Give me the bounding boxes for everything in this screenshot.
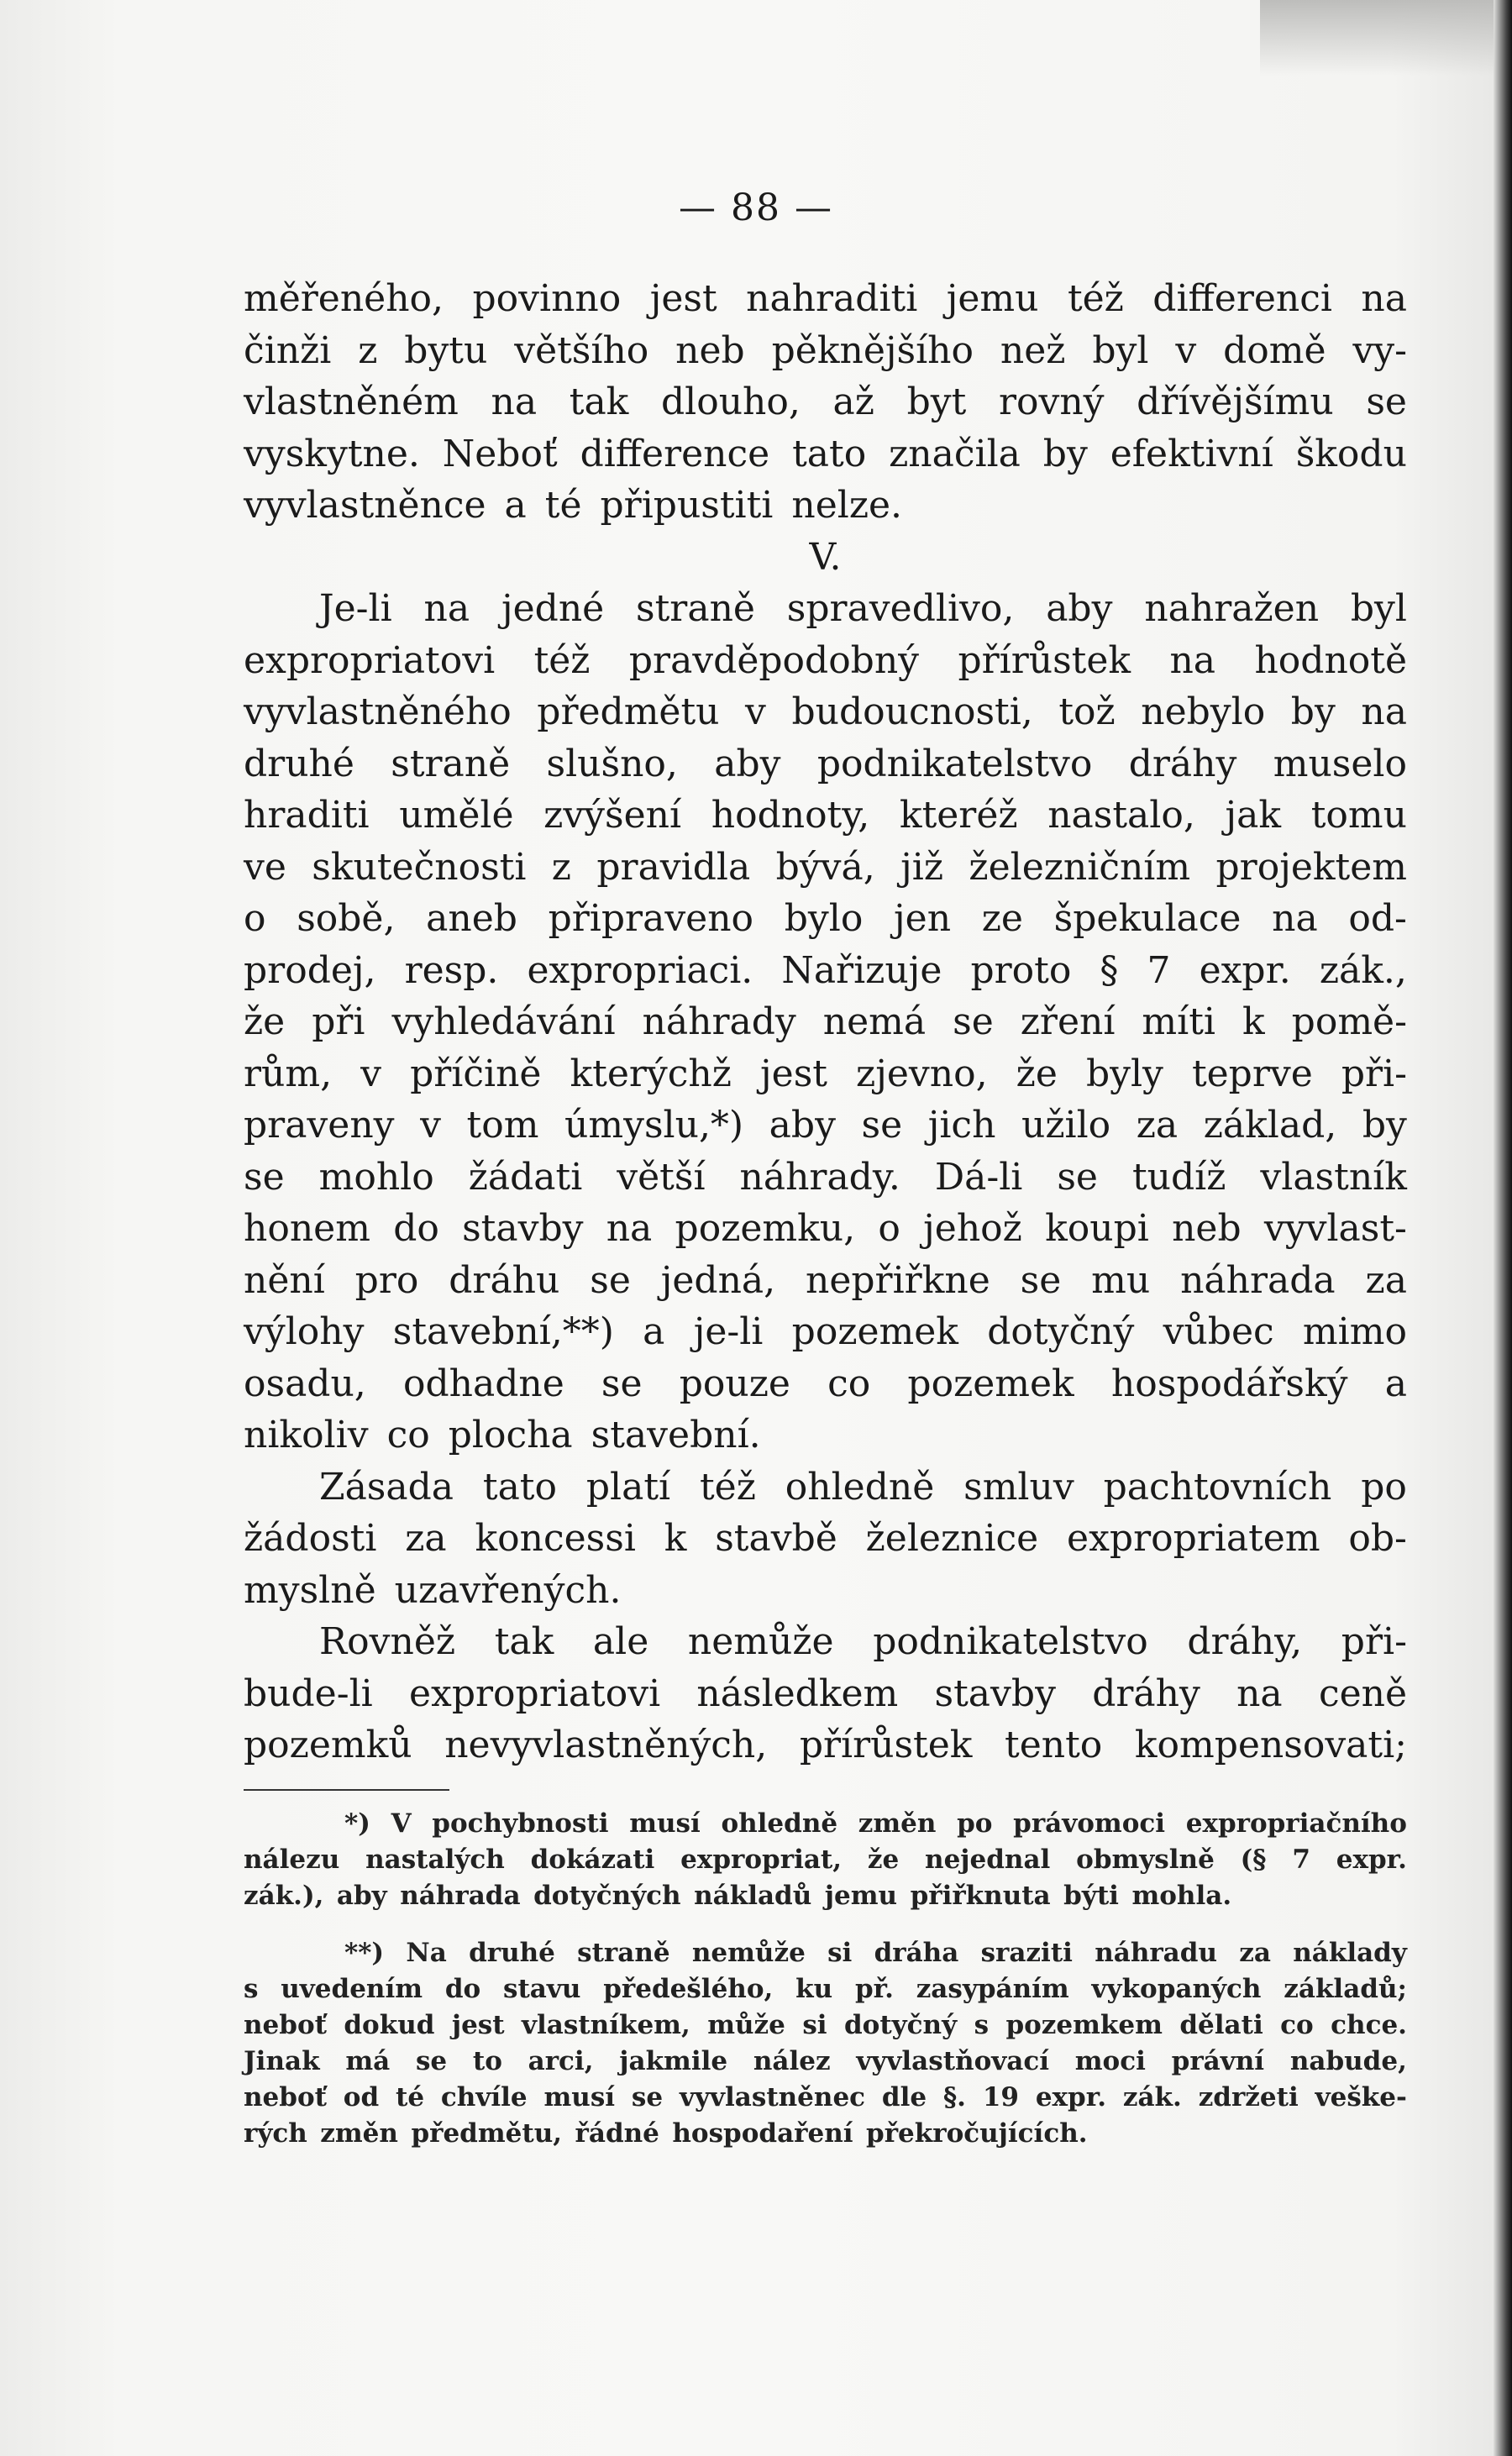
body_lines-line: se mohlo žádati větší náhrady. Dá-li se tudíž vlastník (244, 1155, 1407, 1199)
body_lines-line: činži z bytu většího neb pěknějšího než byl v domě vy- (244, 328, 1407, 372)
body_lines-line: vlastněném na tak dlouho, až byt rovný dřívějšímu se (244, 380, 1407, 423)
body_lines-line: honem do stavby na pozemku, o jehož koupi neb vyvlast- (244, 1207, 1407, 1250)
body_lines-line: Rovněž tak ale nemůže podnikatelstvo dráhy, při- (319, 1620, 1407, 1663)
body_lines-line: V. (809, 535, 842, 579)
body_lines-line: žádosti za koncessi k stavbě železnice expropriatem ob- (244, 1517, 1407, 1560)
footnote-2 (244, 1935, 1407, 2152)
body_lines-line: prodej, resp. expropriaci. Nařizuje proto § 7 expr. zák., (244, 948, 1407, 992)
footnote_1_lines-line: *) V pochybnosti musí ohledně změn po právomoci expropriačního (344, 1808, 1407, 1839)
body_lines-line: výlohy stavební,**) a je-li pozemek dotyčný vůbec mimo (244, 1310, 1407, 1353)
body_lines-line: vyvlastněného předmětu v budoucnosti, tož nebylo by na (244, 690, 1407, 733)
body_lines-line: o sobě, aneb připraveno bylo jen ze špekulace na od- (244, 897, 1407, 940)
body_lines-line: bude-li expropriatovi následkem stavby dráhy na ceně (244, 1671, 1407, 1715)
body_lines-line: nění pro dráhu se jedná, nepřiřkne se mu náhrada za (244, 1258, 1407, 1302)
footnote_2_lines-line: **) Na druhé straně nemůže si dráha sraziti náhradu za náklady (344, 1938, 1407, 1968)
body_lines-line: měřeného, povinno jest nahraditi jemu též differenci na (244, 277, 1407, 320)
footnotes (244, 1806, 1407, 2152)
body_lines-line: rům, v příčině kterýchž jest zjevno, že byly teprve při- (244, 1052, 1407, 1095)
footnote_2_lines-line: neboť dokud jest vlastníkem, může si dotyčný s pozemkem dělati co chce. (244, 2010, 1407, 2040)
body_lines-line: nikoliv co plocha stavební. (244, 1414, 761, 1456)
body_lines-line: Je-li na jedné straně spravedlivo, aby nahražen byl (319, 587, 1407, 630)
footnote-1 (244, 1806, 1407, 1914)
body_lines-line: vyvlastněnce a té připustiti nelze. (244, 484, 903, 527)
footnote_1_lines-line: zák.), aby náhrada dotyčných nákladů jemu přiřknuta býti mohla. (244, 1881, 1232, 1911)
body_lines-line: druhé straně slušno, aby podnikatelstvo dráhy muselo (244, 742, 1407, 785)
scan-edge-right (1494, 0, 1512, 2456)
footnote-separator (244, 1789, 449, 1791)
main-text (244, 273, 1407, 1771)
body_lines-line: myslně uzavřených. (244, 1568, 622, 1612)
footnote_2_lines-line: rých změn předmětu, řádné hospodaření překročujících. (244, 2118, 1088, 2149)
body_lines-line: že při vyhledávání náhrady nemá se zření míti k pomě- (244, 1000, 1407, 1043)
body_lines-line: osadu, odhadne se pouze co pozemek hospodářský a (244, 1362, 1407, 1405)
body_lines-line: ve skutečnosti z pravidla bývá, již železničním projektem (244, 845, 1407, 889)
body_lines-line: praveny v tom úmyslu,*) aby se jich užilo za základ, by (244, 1104, 1407, 1147)
footnote_2_lines-line: neboť od té chvíle musí se vyvlastněnec dle §. 19 expr. zák. zdržeti veške- (244, 2082, 1407, 2112)
footnote_1_lines-line: nálezu nastalých dokázati expropriat, že nejednal obmyslně (§ 7 expr. (244, 1845, 1407, 1875)
body_lines-line: expropriatovi též pravděpodobný přírůstek na hodnotě (244, 638, 1407, 682)
footnote_2_lines-line: s uvedením do stavu předešlého, ku př. zasypáním vykopaných základů; (244, 1974, 1407, 2004)
body_lines-line: Zásada tato platí též ohledně smluv pachtovních po (319, 1465, 1407, 1509)
body_lines-line: pozemků nevyvlastněných, přírůstek tento kompensovati; (244, 1724, 1407, 1766)
footnote_2_lines-line: Jinak má se to arci, jakmile nález vyvlastňovací moci právní nabude, (244, 2046, 1407, 2076)
scan-shadow-top (1260, 0, 1512, 76)
page-number: — 88 — (679, 186, 833, 229)
body_lines-line: vyskytne. Neboť difference tato značila by efektivní škodu (244, 432, 1407, 475)
body_lines-line: hraditi umělé zvýšení hodnoty, kteréž nastalo, jak tomu (244, 794, 1407, 837)
